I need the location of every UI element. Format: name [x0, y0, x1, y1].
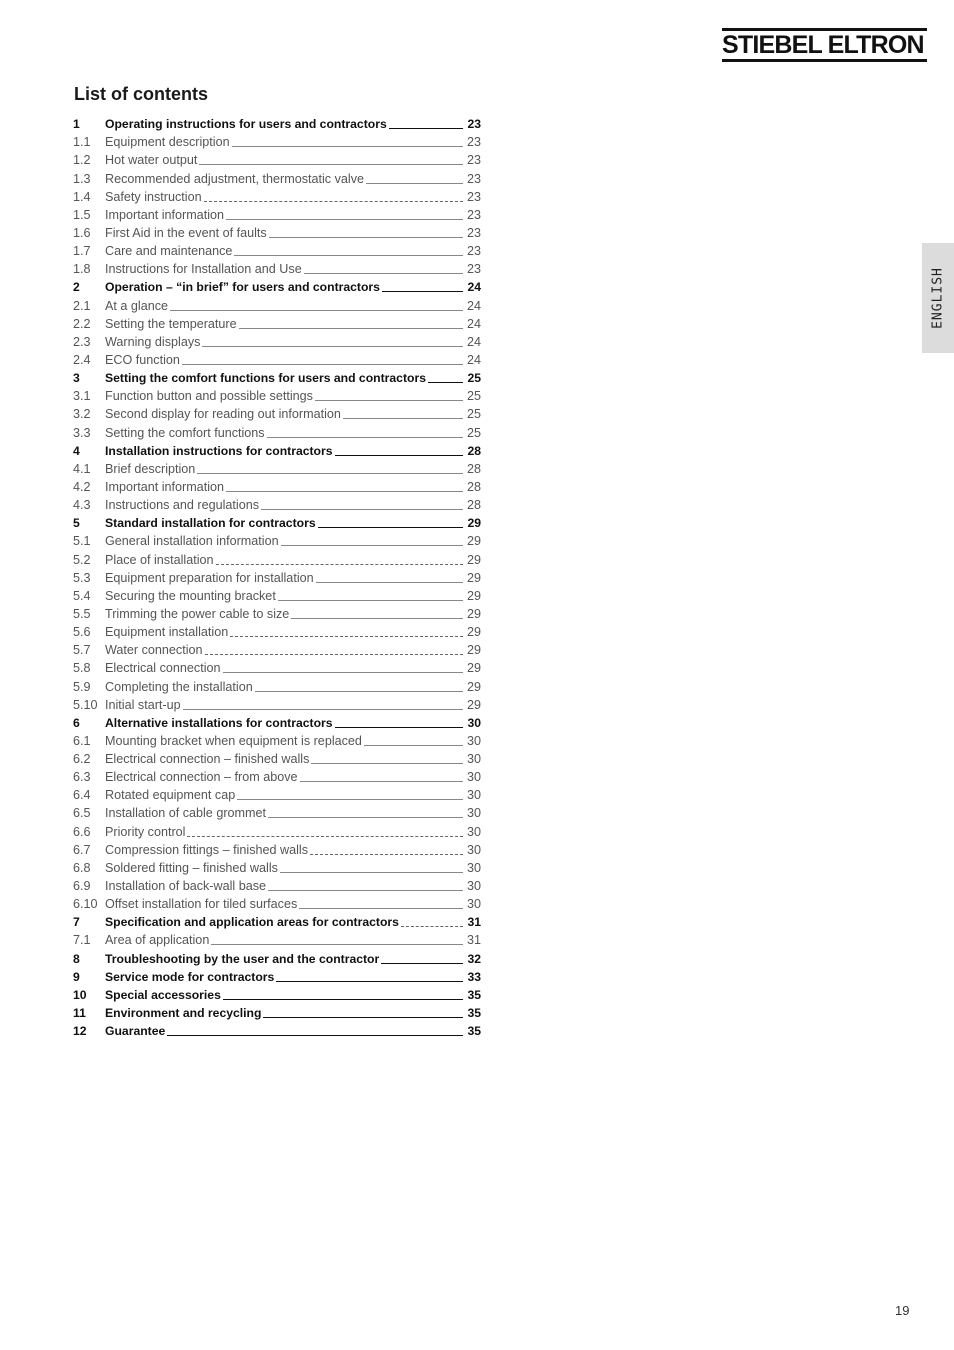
toc-leader-line — [366, 183, 463, 184]
toc-entry-title: Care and maintenance — [105, 244, 233, 259]
toc-entry-number: 3.2 — [73, 407, 91, 422]
toc-entry-title: Equipment preparation for installation — [105, 570, 314, 585]
toc-entry-number: 5.8 — [73, 661, 91, 676]
toc-entry-page: 31 — [466, 933, 481, 948]
toc-entry-number: 2.1 — [73, 298, 91, 313]
toc-leader-line — [401, 926, 463, 927]
toc-entry-page: 23 — [466, 262, 481, 277]
toc-entry-title: Setting the comfort functions — [105, 425, 265, 440]
toc-leader-line — [239, 328, 463, 329]
toc-entry-number: 1.4 — [73, 189, 91, 204]
toc-entry[interactable] — [73, 168, 481, 186]
toc-entry-number: 6.3 — [73, 770, 91, 785]
toc-leader-line — [268, 817, 463, 818]
toc-entry-number: 12 — [73, 1024, 87, 1039]
toc-entry-page: 31 — [467, 915, 481, 930]
toc-entry-title: Initial start-up — [105, 697, 181, 712]
toc-entry[interactable] — [73, 695, 481, 713]
toc-entry-title: Area of application — [105, 933, 210, 948]
toc-leader-line — [202, 346, 463, 347]
toc-entry[interactable] — [73, 767, 481, 785]
toc-entry[interactable] — [73, 531, 481, 549]
toc-leader-line — [299, 908, 463, 909]
toc-entry-title: Trimming the power cable to size — [105, 606, 290, 621]
toc-entry-page: 30 — [466, 860, 481, 875]
toc-entry[interactable] — [73, 295, 481, 313]
toc-leader-line — [343, 418, 463, 419]
toc-entry-title: Function button and possible settings — [105, 389, 313, 404]
toc-entry-page: 24 — [466, 352, 481, 367]
toc-entry-page: 29 — [466, 570, 481, 585]
toc-entry-title: Installation instructions for contractors — [105, 443, 333, 458]
toc-entry-page: 25 — [466, 407, 481, 422]
toc-entry-page: 23 — [466, 225, 481, 240]
toc-entry[interactable] — [73, 513, 481, 531]
toc-entry[interactable] — [73, 568, 481, 586]
toc-entry-page: 23 — [466, 189, 481, 204]
toc-entry-title: Specification and application areas for contractors — [105, 915, 399, 930]
toc-entry-title: Warning displays — [105, 334, 201, 349]
toc-leader-line — [304, 273, 463, 274]
language-tab-label: ENGLISH — [930, 267, 946, 329]
toc-entry-page: 28 — [466, 479, 481, 494]
toc-entry[interactable] — [73, 622, 481, 640]
toc-leader-line — [234, 255, 463, 256]
toc-entry-number: 5.9 — [73, 679, 91, 694]
toc-entry-page: 25 — [466, 425, 481, 440]
toc-entry[interactable] — [73, 749, 481, 767]
toc-entry-number: 7.1 — [73, 933, 91, 948]
toc-entry-page: 29 — [466, 625, 481, 640]
toc-entry-title: Special accessories — [105, 987, 221, 1002]
toc-entry[interactable] — [73, 495, 481, 513]
toc-entry-number: 5.4 — [73, 588, 91, 603]
toc-entry-number: 3.3 — [73, 425, 91, 440]
toc-leader-line — [223, 672, 463, 673]
toc-entry-page: 23 — [466, 244, 481, 259]
toc-entry-number: 6.5 — [73, 806, 91, 821]
toc-leader-line — [311, 763, 463, 764]
toc-entry-number: 10 — [73, 987, 87, 1002]
toc-leader-line — [310, 854, 463, 855]
toc-entry-number: 5.5 — [73, 606, 91, 621]
toc-entry-page: 35 — [467, 1024, 481, 1039]
language-tab[interactable] — [922, 243, 954, 353]
toc-entry[interactable] — [73, 187, 481, 205]
toc-entry-page: 35 — [467, 987, 481, 1002]
toc-entry-number: 3 — [73, 371, 80, 386]
toc-entry-number: 5.1 — [73, 534, 91, 549]
toc-entry-title: Electrical connection – from above — [105, 770, 298, 785]
toc-entry[interactable] — [73, 549, 481, 567]
toc-leader-line — [223, 999, 463, 1000]
toc-entry-number: 1.1 — [73, 135, 91, 150]
toc-entry-number: 6.10 — [73, 897, 98, 912]
toc-entry-number: 1.8 — [73, 262, 91, 277]
toc-leader-line — [280, 872, 463, 873]
toc-leader-line — [267, 437, 463, 438]
toc-entry-page: 25 — [466, 389, 481, 404]
toc-entry-page: 28 — [467, 443, 481, 458]
toc-entry-title: Hot water output — [105, 153, 198, 168]
toc-entry-number: 5.2 — [73, 552, 91, 567]
toc-entry-title: First Aid in the event of faults — [105, 225, 267, 240]
toc-leader-line — [381, 963, 463, 964]
toc-entry[interactable] — [73, 368, 481, 386]
toc-leader-line — [197, 473, 463, 474]
toc-entry-number: 2 — [73, 280, 80, 295]
toc-entry-page: 24 — [467, 280, 481, 295]
toc-entry-number: 9 — [73, 969, 80, 984]
toc-entry-number: 2.4 — [73, 352, 91, 367]
toc-entry-number: 8 — [73, 951, 80, 966]
toc-entry-page: 29 — [466, 534, 481, 549]
toc-leader-line — [318, 527, 463, 528]
toc-entry-number: 5.10 — [73, 697, 98, 712]
toc-entry-page: 29 — [466, 679, 481, 694]
toc-entry-number: 2.2 — [73, 316, 91, 331]
toc-entry[interactable] — [73, 676, 481, 694]
toc-entry[interactable] — [73, 350, 481, 368]
toc-entry-title: Important information — [105, 479, 224, 494]
toc-entry-number: 5.3 — [73, 570, 91, 585]
toc-entry[interactable] — [73, 259, 481, 277]
toc-leader-line — [232, 146, 463, 147]
toc-entry[interactable] — [73, 948, 481, 966]
toc-entry-page: 30 — [466, 824, 481, 839]
toc-entry[interactable] — [73, 604, 481, 622]
toc-leader-line — [389, 128, 463, 129]
toc-entry[interactable] — [73, 114, 481, 132]
toc-entry-number: 1.2 — [73, 153, 91, 168]
toc-leader-line — [199, 164, 463, 165]
toc-entry-title: Important information — [105, 207, 224, 222]
toc-entry-number: 6.4 — [73, 788, 91, 803]
toc-entry[interactable] — [73, 967, 481, 985]
page-title: List of contents — [74, 84, 208, 104]
toc-entry[interactable] — [73, 731, 481, 749]
toc-entry[interactable] — [73, 1021, 481, 1039]
toc-entry-page: 30 — [466, 897, 481, 912]
toc-entry-page: 23 — [467, 117, 481, 132]
toc-entry-number: 6.8 — [73, 860, 91, 875]
toc-entry-number: 5 — [73, 516, 80, 531]
toc-entry-title: Mounting bracket when equipment is replaced — [105, 733, 362, 748]
toc-entry[interactable] — [73, 132, 481, 150]
toc-entry-page: 23 — [466, 207, 481, 222]
toc-entry-title: Service mode for contractors — [105, 969, 275, 984]
toc-entry-title: General installation information — [105, 534, 279, 549]
toc-entry-number: 5.6 — [73, 625, 91, 640]
toc-entry-title: Setting the temperature — [105, 316, 237, 331]
toc-leader-line — [216, 564, 463, 565]
toc-entry-number: 1.7 — [73, 244, 91, 259]
toc-entry-page: 29 — [466, 588, 481, 603]
toc-entry-number: 4 — [73, 443, 80, 458]
toc-entry[interactable] — [73, 332, 481, 350]
toc-entry-number: 3.1 — [73, 389, 91, 404]
toc-leader-line — [204, 201, 463, 202]
toc-entry-number: 11 — [73, 1006, 86, 1021]
toc-entry-title: Safety instruction — [105, 189, 202, 204]
toc-entry-page: 32 — [467, 951, 481, 966]
toc-entry-number: 6.6 — [73, 824, 91, 839]
toc-entry-number: 1.6 — [73, 225, 91, 240]
toc-leader-line — [276, 981, 463, 982]
toc-entry[interactable] — [73, 441, 481, 459]
toc-entry[interactable] — [73, 785, 481, 803]
toc-entry[interactable] — [73, 314, 481, 332]
toc-leader-line — [230, 636, 463, 637]
toc-entry-number: 6.2 — [73, 752, 91, 767]
toc-entry[interactable] — [73, 858, 481, 876]
toc-leader-line — [335, 455, 463, 456]
toc-entry-number: 6.1 — [73, 733, 91, 748]
toc-entry[interactable] — [73, 930, 481, 948]
toc-entry-page: 30 — [466, 806, 481, 821]
toc-leader-line — [255, 691, 463, 692]
toc-entry-title: Soldered fitting – finished walls — [105, 860, 278, 875]
toc-entry[interactable] — [73, 386, 481, 404]
toc-entry[interactable] — [73, 840, 481, 858]
toc-entry-title: Guarantee — [105, 1024, 166, 1039]
toc-entry-title: Standard installation for contractors — [105, 516, 316, 531]
toc-entry-number: 1.5 — [73, 207, 91, 222]
toc-entry-number: 4.3 — [73, 498, 91, 513]
toc-entry-title: ECO function — [105, 352, 180, 367]
toc-entry-page: 30 — [466, 842, 481, 857]
toc-leader-line — [268, 890, 463, 891]
toc-entry-page: 29 — [466, 606, 481, 621]
toc-entry-page: 25 — [467, 371, 481, 386]
toc-entry-title: Troubleshooting by the user and the contractor — [105, 951, 380, 966]
toc-leader-line — [335, 727, 463, 728]
toc-entry[interactable] — [73, 277, 481, 295]
toc-leader-line — [278, 600, 463, 601]
toc-entry[interactable] — [73, 876, 481, 894]
toc-entry[interactable] — [73, 477, 481, 495]
toc-entry[interactable] — [73, 404, 481, 422]
toc-entry-page: 29 — [467, 516, 481, 531]
toc-entry-page: 29 — [466, 552, 481, 567]
toc-entry-title: Instructions for Installation and Use — [105, 262, 302, 277]
toc-entry-title: Rotated equipment cap — [105, 788, 236, 803]
toc-entry-page: 28 — [466, 498, 481, 513]
toc-leader-line — [315, 400, 463, 401]
toc-entry-number: 6.9 — [73, 879, 91, 894]
toc-leader-line — [316, 582, 463, 583]
toc-entry-number: 1 — [73, 117, 80, 132]
toc-entry-title: Operating instructions for users and contractors — [105, 117, 387, 132]
toc-leader-line — [226, 491, 463, 492]
toc-entry-page: 30 — [467, 715, 481, 730]
toc-entry[interactable] — [73, 640, 481, 658]
toc-entry[interactable] — [73, 894, 481, 912]
toc-entry-page: 30 — [466, 770, 481, 785]
toc-entry-page: 30 — [466, 752, 481, 767]
toc-entry-title: Brief description — [105, 461, 196, 476]
toc-entry-title: At a glance — [105, 298, 169, 313]
toc-entry-title: Completing the installation — [105, 679, 253, 694]
toc-leader-line — [167, 1035, 463, 1036]
toc-entry[interactable] — [73, 1003, 481, 1021]
toc-entry-title: Installation of back-wall base — [105, 879, 267, 894]
brand-logo: STIEBEL ELTRON — [722, 28, 927, 62]
toc-leader-line — [382, 291, 463, 292]
toc-leader-line — [182, 364, 463, 365]
toc-entry-page: 29 — [466, 643, 481, 658]
toc-entry-title: Water connection — [105, 643, 203, 658]
toc-entry-title: Offset installation for tiled surfaces — [105, 897, 298, 912]
toc-entry-number: 2.3 — [73, 334, 91, 349]
toc-entry-number: 6.7 — [73, 842, 91, 857]
toc-leader-line — [237, 799, 463, 800]
toc-entry-number: 4.1 — [73, 461, 91, 476]
toc-entry[interactable] — [73, 422, 481, 440]
toc-leader-line — [226, 219, 463, 220]
toc-leader-line — [211, 944, 463, 945]
toc-leader-line — [205, 654, 463, 655]
toc-entry-page: 23 — [466, 153, 481, 168]
toc-entry-title: Setting the comfort functions for users and contractors — [105, 371, 426, 386]
toc-leader-line — [261, 509, 463, 510]
toc-entry-title: Compression fittings – finished walls — [105, 842, 308, 857]
toc-leader-line — [263, 1017, 463, 1018]
toc-leader-line — [170, 310, 463, 311]
toc-entry-title: Recommended adjustment, thermostatic valve — [105, 171, 364, 186]
toc-entry-page: 23 — [466, 171, 481, 186]
toc-entry[interactable] — [73, 205, 481, 223]
page-number: 19 — [895, 1303, 910, 1318]
toc-entry[interactable] — [73, 713, 481, 731]
toc-entry-page: 30 — [466, 879, 481, 894]
toc-entry-title: Equipment description — [105, 135, 230, 150]
toc-entry[interactable] — [73, 223, 481, 241]
toc-entry[interactable] — [73, 803, 481, 821]
toc-entry[interactable] — [73, 821, 481, 839]
toc-leader-line — [300, 781, 463, 782]
toc-entry-page: 33 — [467, 969, 481, 984]
toc-entry-title: Operation – “in brief” for users and contractors — [105, 280, 380, 295]
toc-entry-page: 30 — [466, 788, 481, 803]
toc-leader-line — [364, 745, 463, 746]
toc-entry-title: Priority control — [105, 824, 186, 839]
toc-entry-page: 30 — [466, 733, 481, 748]
toc-entry-title: Electrical connection – finished walls — [105, 752, 310, 767]
toc-entry-title: Installation of cable grommet — [105, 806, 267, 821]
toc-entry[interactable] — [73, 241, 481, 259]
toc-entry-page: 23 — [466, 135, 481, 150]
toc-entry-page: 28 — [466, 461, 481, 476]
toc-entry-page: 24 — [466, 298, 481, 313]
toc-entry-page: 35 — [467, 1006, 481, 1021]
toc-leader-line — [187, 836, 463, 837]
toc-leader-line — [428, 382, 463, 383]
toc-entry-page: 29 — [466, 661, 481, 676]
toc-entry-title: Place of installation — [105, 552, 214, 567]
toc-leader-line — [269, 237, 463, 238]
toc-leader-line — [183, 709, 463, 710]
toc-entry-number: 5.7 — [73, 643, 91, 658]
toc-entry-number: 7 — [73, 915, 80, 930]
toc-entry-page: 29 — [466, 697, 481, 712]
toc-entry[interactable] — [73, 912, 481, 930]
toc-entry[interactable] — [73, 586, 481, 604]
toc-entry-title: Alternative installations for contractors — [105, 715, 333, 730]
table-of-contents — [73, 114, 481, 1039]
toc-entry[interactable] — [73, 985, 481, 1003]
toc-entry-title: Equipment installation — [105, 625, 229, 640]
toc-entry[interactable] — [73, 658, 481, 676]
toc-entry-number: 4.2 — [73, 479, 91, 494]
toc-entry-title: Securing the mounting bracket — [105, 588, 276, 603]
toc-entry-number: 6 — [73, 715, 80, 730]
toc-leader-line — [281, 545, 463, 546]
toc-entry[interactable] — [73, 459, 481, 477]
toc-entry-title: Environment and recycling — [105, 1006, 262, 1021]
toc-leader-line — [291, 618, 463, 619]
toc-entry-title: Second display for reading out information — [105, 407, 341, 422]
toc-entry-title: Electrical connection — [105, 661, 221, 676]
toc-entry-page: 24 — [466, 316, 481, 331]
toc-entry-title: Instructions and regulations — [105, 498, 260, 513]
toc-entry-page: 24 — [466, 334, 481, 349]
toc-entry[interactable] — [73, 150, 481, 168]
toc-entry-number: 1.3 — [73, 171, 91, 186]
